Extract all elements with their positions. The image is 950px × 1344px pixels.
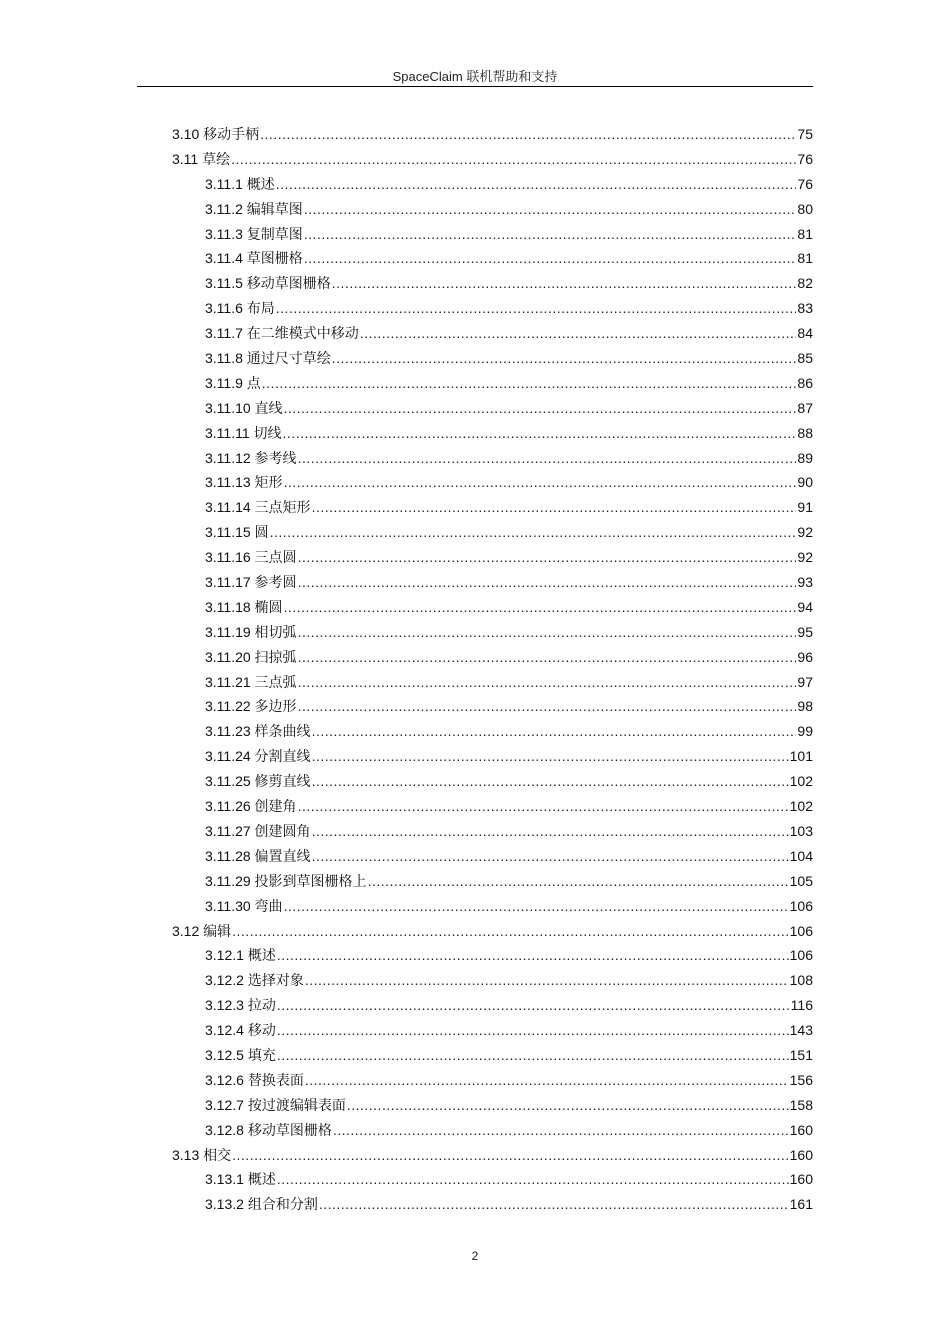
toc-entry[interactable] <box>172 149 813 174</box>
toc-entry-page: 80 <box>797 200 813 217</box>
toc-entry[interactable] <box>172 124 813 149</box>
toc-entry-title: 3.11.23 样条曲线 <box>205 723 311 740</box>
toc-entry-title: 3.11.14 三点矩形 <box>205 499 311 516</box>
toc-entry-page: 106 <box>789 897 813 914</box>
toc-entry[interactable] <box>172 248 813 273</box>
toc-entry-title: 3.12.4 移动 <box>205 1022 276 1039</box>
toc-entry-title: 3.13.1 概述 <box>205 1171 276 1188</box>
toc-entry-page: 158 <box>789 1096 813 1113</box>
toc-entry-page: 84 <box>797 325 813 342</box>
toc-entry-page: 156 <box>789 1071 813 1088</box>
toc-dot-leader <box>298 624 797 640</box>
toc-entry-title: 3.11.30 弯曲 <box>205 897 283 914</box>
toc-dot-leader <box>270 524 797 540</box>
toc-entry-page: 81 <box>797 250 813 267</box>
toc-entry-page: 151 <box>789 1046 813 1063</box>
toc-entry-title: 3.12.3 拉动 <box>205 997 276 1014</box>
table-of-contents <box>172 124 813 1219</box>
toc-entry-page: 95 <box>797 623 813 640</box>
toc-entry[interactable] <box>172 1045 813 1070</box>
toc-dot-leader <box>232 1147 789 1163</box>
toc-entry-title: 3.12.2 选择对象 <box>205 972 304 989</box>
toc-entry[interactable] <box>172 572 813 597</box>
toc-dot-leader <box>312 723 797 739</box>
toc-dot-leader <box>284 898 789 914</box>
toc-dot-leader <box>304 201 797 217</box>
toc-entry-title: 3.11.7 在二维模式中移动 <box>205 325 359 342</box>
toc-entry-title: 3.11.12 参考线 <box>205 449 297 466</box>
toc-dot-leader <box>284 599 797 615</box>
toc-entry-title: 3.12.1 概述 <box>205 947 276 964</box>
page-number: 2 <box>471 1249 479 1263</box>
toc-dot-leader <box>284 400 797 416</box>
toc-entry-page: 97 <box>797 673 813 690</box>
toc-entry-page: 105 <box>789 872 813 889</box>
toc-entry-page: 81 <box>797 225 813 242</box>
toc-entry[interactable] <box>172 945 813 970</box>
toc-dot-leader <box>277 947 789 963</box>
toc-dot-leader <box>298 798 789 814</box>
toc-dot-leader <box>312 848 789 864</box>
toc-entry-title: 3.11.5 移动草图栅格 <box>205 275 331 292</box>
toc-dot-leader <box>368 873 789 889</box>
toc-entry-title: 3.11.25 修剪直线 <box>205 773 311 790</box>
toc-entry-page: 99 <box>797 723 813 740</box>
toc-dot-leader <box>298 549 797 565</box>
toc-entry[interactable] <box>172 373 813 398</box>
toc-entry-page: 108 <box>789 972 813 989</box>
toc-entry-title: 3.11.18 椭圆 <box>205 598 283 615</box>
toc-entry-title: 3.11.20 扫掠弧 <box>205 648 297 665</box>
toc-entry[interactable] <box>172 796 813 821</box>
toc-dot-leader <box>277 1047 789 1063</box>
toc-entry-title: 3.11.4 草图栅格 <box>205 250 303 267</box>
toc-entry[interactable] <box>172 721 813 746</box>
toc-dot-leader <box>283 425 797 441</box>
toc-entry-page: 161 <box>789 1196 813 1213</box>
toc-entry-title: 3.11.28 偏置直线 <box>205 847 311 864</box>
toc-entry[interactable] <box>172 746 813 771</box>
toc-entry-page: 102 <box>789 798 813 815</box>
toc-dot-leader <box>231 151 796 167</box>
toc-entry-title: 3.11.10 直线 <box>205 399 283 416</box>
toc-entry-title: 3.11.24 分割直线 <box>205 748 311 765</box>
toc-dot-leader <box>333 1122 789 1138</box>
toc-entry[interactable] <box>172 398 813 423</box>
toc-dot-leader <box>277 997 790 1013</box>
toc-entry-title: 3.11.9 点 <box>205 374 261 391</box>
toc-dot-leader <box>298 698 797 714</box>
toc-dot-leader <box>277 1171 789 1187</box>
toc-entry-page: 160 <box>789 1171 813 1188</box>
toc-entry-title: 3.11.11 切线 <box>205 424 282 441</box>
toc-dot-leader <box>298 450 797 466</box>
toc-entry-page: 87 <box>797 399 813 416</box>
toc-entry[interactable] <box>172 472 813 497</box>
toc-dot-leader <box>276 300 797 316</box>
toc-entry[interactable] <box>172 1095 813 1120</box>
toc-entry[interactable] <box>172 696 813 721</box>
toc-entry-title: 3.11.17 参考圆 <box>205 574 297 591</box>
toc-entry[interactable] <box>172 497 813 522</box>
toc-entry-page: 116 <box>790 997 813 1014</box>
toc-entry-page: 104 <box>789 847 813 864</box>
toc-entry[interactable] <box>172 224 813 249</box>
toc-entry[interactable] <box>172 199 813 224</box>
toc-dot-leader <box>232 923 789 939</box>
toc-entry-title: 3.13.2 组合和分割 <box>205 1196 318 1213</box>
toc-entry-page: 75 <box>797 126 813 142</box>
toc-entry[interactable] <box>172 1145 813 1170</box>
toc-entry-page: 98 <box>797 698 813 715</box>
toc-dot-leader <box>277 1022 789 1038</box>
toc-entry[interactable] <box>172 323 813 348</box>
toc-dot-leader <box>304 250 797 266</box>
toc-entry[interactable] <box>172 448 813 473</box>
toc-entry-title: 3.12.5 填充 <box>205 1046 276 1063</box>
toc-dot-leader <box>319 1196 789 1212</box>
toc-entry-title: 3.11.19 相切弧 <box>205 623 297 640</box>
toc-entry-title: 3.11.2 编辑草图 <box>205 200 303 217</box>
toc-entry[interactable] <box>172 1070 813 1095</box>
toc-entry-page: 76 <box>797 175 813 192</box>
toc-dot-leader <box>332 275 797 291</box>
toc-entry-page: 85 <box>797 350 813 367</box>
toc-entry-title: 3.11.22 多边形 <box>205 698 297 715</box>
toc-entry-page: 106 <box>789 922 813 939</box>
toc-dot-leader <box>298 649 797 665</box>
toc-entry[interactable] <box>172 547 813 572</box>
toc-entry-page: 90 <box>797 474 813 491</box>
toc-entry-title: 3.12.6 替换表面 <box>205 1071 304 1088</box>
toc-entry-page: 91 <box>797 499 813 516</box>
toc-entry[interactable] <box>172 1169 813 1194</box>
toc-entry-page: 106 <box>789 947 813 964</box>
toc-entry-page: 88 <box>797 424 813 441</box>
toc-entry-title: 3.11.13 矩形 <box>205 474 283 491</box>
toc-entry-page: 93 <box>797 574 813 591</box>
toc-dot-leader <box>276 176 797 192</box>
toc-entry-title: 3.11.6 布局 <box>205 300 275 317</box>
toc-entry[interactable] <box>172 597 813 622</box>
toc-entry[interactable] <box>172 522 813 547</box>
toc-dot-leader <box>332 350 797 366</box>
toc-dot-leader <box>298 674 797 690</box>
toc-dot-leader <box>347 1097 789 1113</box>
toc-entry-page: 160 <box>789 1146 813 1163</box>
toc-entry[interactable] <box>172 423 813 448</box>
toc-dot-leader <box>305 1072 789 1088</box>
toc-entry-page: 102 <box>789 773 813 790</box>
toc-entry-title: 3.12.8 移动草图栅格 <box>205 1121 332 1138</box>
toc-entry[interactable] <box>172 348 813 373</box>
header-divider <box>137 86 813 87</box>
toc-dot-leader <box>312 499 797 515</box>
toc-dot-leader <box>304 226 797 242</box>
toc-entry-title: 3.11.15 圆 <box>205 524 269 541</box>
toc-entry-page: 89 <box>797 449 813 466</box>
toc-entry-page: 96 <box>797 648 813 665</box>
toc-entry-page: 86 <box>797 374 813 391</box>
toc-entry[interactable] <box>172 771 813 796</box>
toc-dot-leader <box>284 474 797 490</box>
toc-entry[interactable] <box>172 871 813 896</box>
toc-dot-leader <box>312 748 789 764</box>
toc-dot-leader <box>312 773 789 789</box>
toc-entry-page: 94 <box>797 598 813 615</box>
toc-entry-title: 3.11.8 通过尺寸草绘 <box>205 350 331 367</box>
toc-entry[interactable] <box>172 995 813 1020</box>
toc-entry[interactable] <box>172 1120 813 1145</box>
toc-entry-title: 3.11.21 三点弧 <box>205 673 297 690</box>
toc-entry-page: 92 <box>797 549 813 566</box>
toc-entry-title: 3.12 编辑 <box>172 922 232 939</box>
toc-entry-page: 82 <box>797 275 813 292</box>
toc-entry-page: 103 <box>789 822 813 839</box>
toc-entry-title: 3.10 移动手柄 <box>172 126 260 142</box>
toc-entry[interactable] <box>172 1194 813 1219</box>
toc-entry-title: 3.11.1 概述 <box>205 175 275 192</box>
toc-entry[interactable] <box>172 298 813 323</box>
toc-entry-page: 76 <box>797 150 813 167</box>
toc-entry-page: 83 <box>797 300 813 317</box>
toc-dot-leader <box>260 126 796 142</box>
toc-entry[interactable] <box>172 647 813 672</box>
toc-entry-title: 3.11.3 复制草图 <box>205 225 303 242</box>
toc-dot-leader <box>360 325 797 341</box>
toc-entry[interactable] <box>172 921 813 946</box>
toc-entry[interactable] <box>172 174 813 199</box>
toc-entry[interactable] <box>172 846 813 871</box>
toc-entry[interactable] <box>172 1020 813 1045</box>
toc-entry[interactable] <box>172 896 813 921</box>
toc-entry-page: 143 <box>789 1022 813 1039</box>
toc-entry-title: 3.11.29 投影到草图栅格上 <box>205 872 367 889</box>
toc-entry[interactable] <box>172 821 813 846</box>
toc-entry[interactable] <box>172 672 813 697</box>
toc-entry[interactable] <box>172 622 813 647</box>
toc-entry-title: 3.11.26 创建角 <box>205 798 297 815</box>
toc-entry-title: 3.11 草绘 <box>172 150 231 167</box>
page-header: SpaceClaim 联机帮助和支持 <box>392 69 558 84</box>
toc-dot-leader <box>312 823 789 839</box>
toc-entry[interactable] <box>172 970 813 995</box>
toc-entry-title: 3.11.16 三点圆 <box>205 549 297 566</box>
toc-entry[interactable] <box>172 273 813 298</box>
toc-entry-page: 101 <box>789 748 813 765</box>
toc-entry-page: 160 <box>789 1121 813 1138</box>
toc-entry-title: 3.13 相交 <box>172 1146 232 1163</box>
toc-entry-title: 3.11.27 创建圆角 <box>205 822 311 839</box>
toc-entry-page: 92 <box>797 524 813 541</box>
toc-entry-title: 3.12.7 按过渡编辑表面 <box>205 1096 346 1113</box>
toc-dot-leader <box>262 375 797 391</box>
toc-dot-leader <box>298 574 797 590</box>
toc-dot-leader <box>305 972 789 988</box>
